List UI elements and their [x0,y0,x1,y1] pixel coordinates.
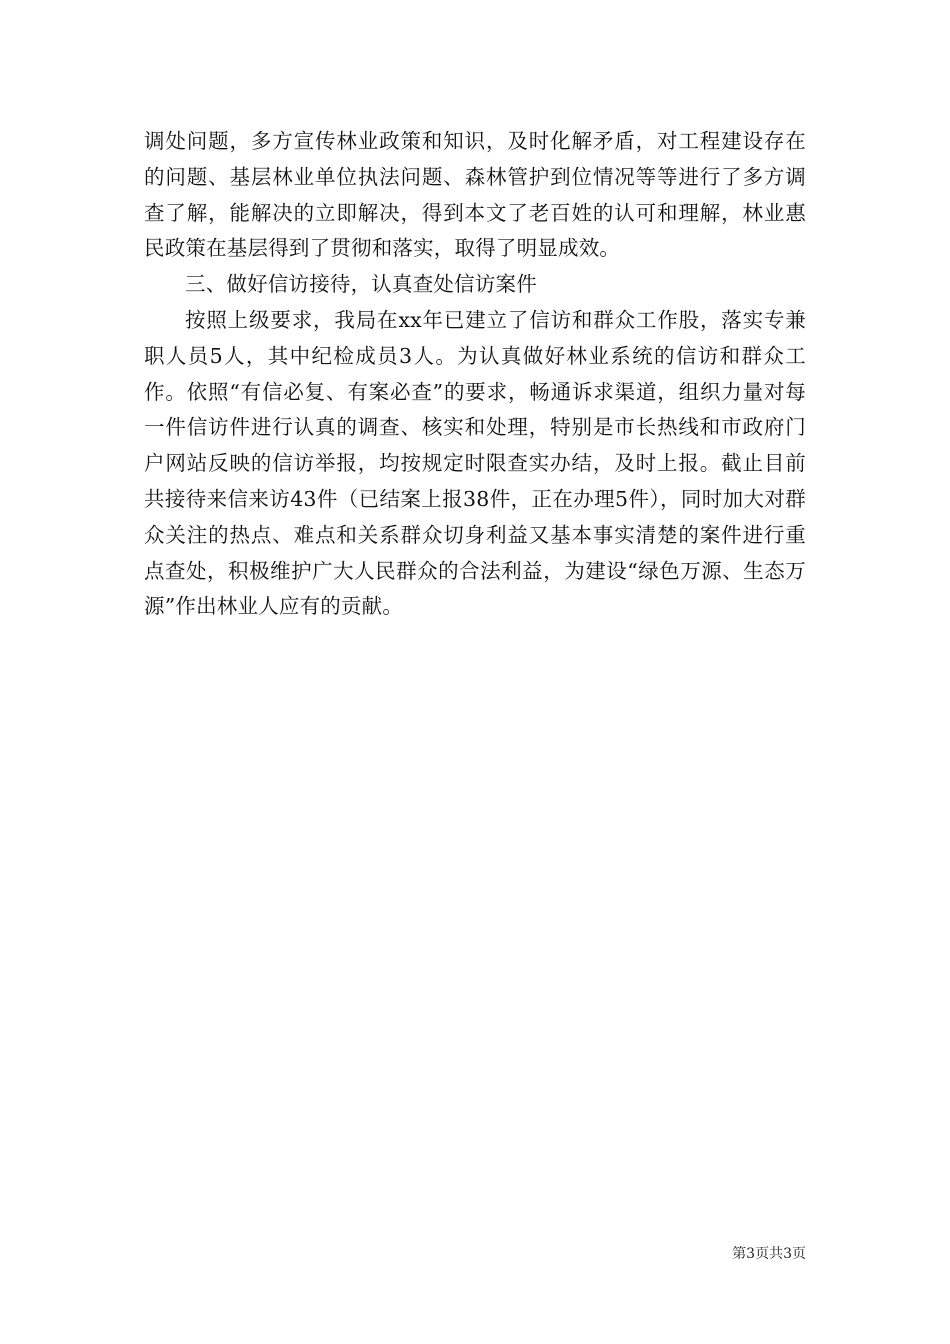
paragraph-1: 调处问题，多方宣传林业政策和知识，及时化解矛盾，对工程建设存在的问题、基层林业单位执法问题、森林管护到位情况等等进行了多方调查了解，能解决的立即解决，得到本文了老百姓的认可和理解，林业惠民政策在基层得到了贯彻和落实，取得了明显成效。 [144,129,806,261]
page-number-footer: 第3页共3页 [732,1246,806,1262]
document-body [144,124,806,625]
section-heading-3: 三、做好信访接待，认真查处信访案件 [185,272,537,297]
paragraph-2: 按照上级要求，我局在xx年已建立了信访和群众工作股，落实专兼职人员5人，其中纪检成员3人。为认真做好林业系统的信访和群众工作。依照“有信必复、有案必查”的要求，畅通诉求渠道，组织力量对每一件信访件进行认真的调查、核实和处理，特别是市长热线和市政府门户网站反映的信访举报，均按规定时限查实办结，及时上报。截止目前共接待来信来访43件（已结案上报38件，正在办理5件），同时加大对群众关注的热点、难点和关系群众切身利益又基本事实清楚的案件进行重点查处，积极维护广大人民群众的合法利益，为建设“绿色万源、生态万源”作出林业人应有的贡献。 [144,307,806,619]
